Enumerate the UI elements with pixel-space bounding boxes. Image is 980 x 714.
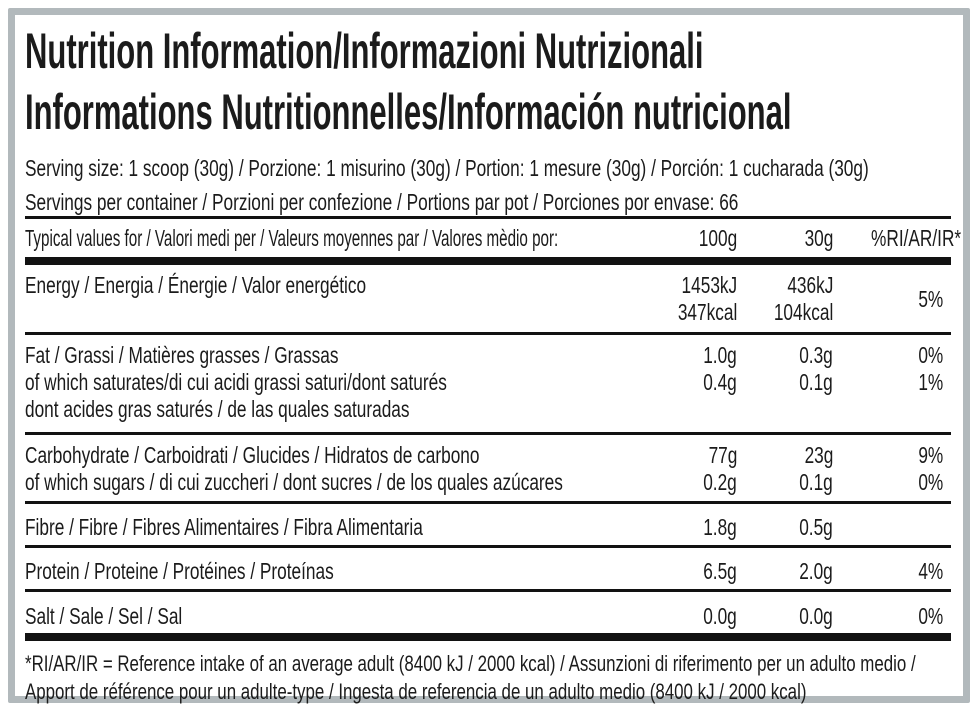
table-row-carbohydrate — [25, 435, 951, 501]
carbohydrate-ri-cell — [841, 442, 951, 496]
protein-ri: 4% — [918, 558, 943, 584]
fat-saturates-ri: 1% — [918, 369, 943, 395]
table-row-salt — [25, 592, 951, 633]
title-line-1 — [25, 23, 951, 88]
servings-per-container-line — [25, 188, 951, 216]
rule-below-salt — [25, 633, 951, 641]
col-ri-text: %RI/AR/IR* — [871, 225, 962, 251]
protein-label: Protein / Proteine / Protéines / Proteínas — [25, 558, 334, 584]
carbohydrate-label-cell — [25, 442, 641, 496]
energy-per100-kj: 1453kJ — [681, 272, 737, 298]
fat-per30: 0.3g — [799, 342, 833, 368]
column-header-ri — [841, 225, 962, 252]
table-row-fat — [25, 335, 951, 432]
serving-size-line — [25, 154, 951, 182]
fat-saturates-label: of which saturates/di cui acidi grassi saturi/dont saturés — [25, 369, 447, 395]
col-30g-text: 30g — [804, 225, 833, 251]
carbohydrate-per100: 77g — [708, 442, 737, 468]
protein-per100: 6.5g — [703, 558, 737, 584]
table-row-fibre — [25, 504, 951, 545]
fibre-per100-cell — [641, 514, 745, 541]
label-frame — [8, 8, 970, 703]
label-content — [15, 15, 963, 706]
sugars-label: of which sugars / di cui zuccheri / dont sucres / de los quales azúcares — [25, 469, 563, 495]
column-header-30g — [745, 225, 841, 252]
fibre-per30: 0.5g — [799, 514, 833, 540]
energy-per30-kj: 436kJ — [786, 272, 833, 298]
carbohydrate-per100-cell — [641, 442, 745, 496]
energy-ri: 5% — [918, 285, 943, 312]
fibre-per30-cell — [745, 514, 841, 541]
sugars-ri: 0% — [918, 469, 943, 495]
column-header-100g — [641, 225, 745, 252]
energy-label-cell — [25, 272, 641, 326]
table-header-row — [25, 219, 962, 257]
fat-label: Fat / Grassi / Matières grasses / Grassas — [25, 342, 339, 368]
table-row-protein — [25, 548, 951, 589]
fat-per30-cell — [745, 342, 841, 423]
reference-intake-footnote: *RI/AR/IR = Reference intake of an average adult (8400 kJ / 2000 kcal) / Assunzioni di riferimento per un adulto medio / Apport de référence pour un adulte-type / Ingesta de referencia de un adulto medio (8400 kJ / 2000 kcal) — [25, 651, 916, 704]
fibre-label: Fibre / Fibre / Fibres Alimentaires / Fibra Alimentaria — [25, 514, 423, 540]
salt-label: Salt / Sale / Sel / Sal — [25, 603, 183, 629]
protein-label-cell — [25, 558, 641, 585]
sugars-per30: 0.1g — [799, 469, 833, 495]
salt-ri-cell — [841, 603, 951, 630]
fat-per100: 1.0g — [703, 342, 737, 368]
fibre-ri-cell — [841, 514, 951, 541]
label-title — [25, 23, 951, 149]
fibre-per100: 1.8g — [703, 514, 737, 540]
energy-per100-kcal: 347kcal — [677, 299, 737, 325]
typical-values-text: Typical values for / Valori medi per / Valeurs moyennes par / Valores mèdio por: — [25, 225, 559, 251]
fibre-label-cell — [25, 514, 641, 541]
servings-per-container-text: Servings per container / Porzioni per confezione / Portions par pot / Porciones por envase: 66 — [25, 189, 739, 215]
carbohydrate-per30-cell — [745, 442, 841, 496]
salt-label-cell — [25, 603, 641, 630]
table-row-energy — [25, 265, 951, 332]
title-line-2 — [25, 84, 951, 149]
carbohydrate-label: Carbohydrate / Carboidrati / Glucides / Hidratos de carbono — [25, 442, 480, 468]
carbohydrate-per30: 23g — [804, 442, 833, 468]
energy-per100-cell — [641, 272, 745, 326]
footnote-area — [25, 650, 951, 706]
salt-ri: 0% — [918, 603, 943, 629]
protein-ri-cell — [841, 558, 951, 585]
fat-ri-cell — [841, 342, 951, 423]
energy-per30-cell — [745, 272, 841, 326]
protein-per100-cell — [641, 558, 745, 585]
title-line-2-text: Informations Nutritionnelles/Información nutricional — [25, 84, 792, 140]
fat-saturates-per100: 0.4g — [703, 369, 737, 395]
carbohydrate-ri: 9% — [918, 442, 943, 468]
sugars-per100: 0.2g — [703, 469, 737, 495]
fat-label-cell — [25, 342, 641, 423]
protein-per30: 2.0g — [799, 558, 833, 584]
protein-per30-cell — [745, 558, 841, 585]
salt-per30: 0.0g — [799, 603, 833, 629]
salt-per100-cell — [641, 603, 745, 630]
serving-size-text: Serving size: 1 scoop (30g) / Porzione: 1 misurino (30g) / Portion: 1 mesure (30g) / Porción: 1 cucharada (30g) — [25, 155, 869, 181]
energy-ri-cell — [841, 272, 951, 326]
col-100g-text: 100g — [698, 225, 737, 251]
salt-per100: 0.0g — [703, 603, 737, 629]
salt-per30-cell — [745, 603, 841, 630]
energy-label: Energy / Energia / Énergie / Valor energético — [25, 272, 367, 298]
fat-saturates-per30: 0.1g — [799, 369, 833, 395]
fat-per100-cell — [641, 342, 745, 423]
title-line-1-text: Nutrition Information/Informazioni Nutrizionali — [25, 23, 704, 79]
fat-saturates-label-cont: dont acides gras saturés / de las quales saturadas — [25, 396, 410, 422]
rule-below-header — [25, 257, 951, 265]
energy-per30-kcal: 104kcal — [773, 299, 833, 325]
fat-ri: 0% — [918, 342, 943, 368]
column-header-typical-values — [25, 225, 641, 252]
